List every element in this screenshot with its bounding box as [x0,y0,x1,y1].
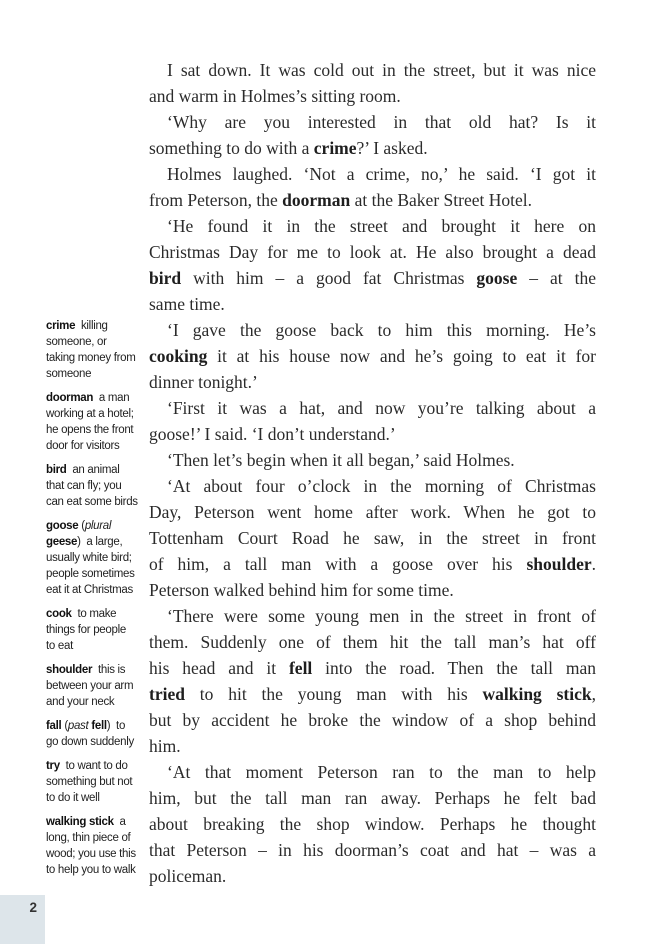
page-number-tab [0,895,45,944]
story-line: same time. [149,294,225,314]
glossary-line: try to want to do [46,760,128,772]
story-paragraph [149,395,596,447]
story-line: I sat down. It was cold out in the street, but it was nice [167,60,596,80]
story-line: ‘First it was a hat, and now you’re talking about a [167,398,596,418]
glossary-line: someone, or [46,336,107,348]
glossary-line: taking money from [46,352,136,364]
glossary-line: things for people [46,624,126,636]
story-line: ‘Why are you interested in that old hat? Is it [167,112,596,132]
story-paragraph [149,109,596,161]
glossary-line: between your arm [46,680,134,692]
glossary-line: cook to make [46,608,117,620]
story-line: them. Suddenly one of them hit the tall man’s hat off [149,632,596,652]
glossary-line: someone [46,368,92,380]
page-number: 2 [29,900,37,915]
story-line: Day, Peterson went home after work. When he got to [149,502,596,522]
glossary-line: geese) a large, [46,536,123,548]
story-line: Tottenham Court Road he saw, in the street in front [149,528,596,548]
story-line: him, but the tall man ran away. Perhaps he felt bad [149,788,596,808]
glossary-line: crime killing [46,320,108,332]
glossary-line: something but not [46,776,133,788]
story-line: cooking it at his house now and he’s going to eat it for [149,346,596,366]
story-line: ‘At that moment Peterson ran to the man to help [167,762,596,782]
story-paragraph [149,161,596,213]
story-line: Peterson walked behind him for some time. [149,580,454,600]
glossary-line: people sometimes [46,568,135,580]
story-line: bird with him – a good fat Christmas goose – at the [149,268,596,288]
glossary-entry [46,318,146,382]
story-line: tried to hit the young man with his walking stick, [149,684,596,704]
story-line: Christmas Day for me to look at. He also brought a dead [149,242,596,262]
glossary-entry [46,462,146,510]
glossary-line: shoulder this is [46,664,126,676]
story-line: his head and it fell into the road. Then the tall man [149,658,597,678]
story-line: of him, a tall man with a goose over his shoulder. [149,554,596,574]
story-paragraph [149,213,596,317]
story-line: ‘Then let’s begin when it all began,’ said Holmes. [167,450,515,470]
glossary-line: that can fly; you [46,480,122,492]
glossary-entry [46,662,146,710]
story-column [149,57,596,889]
glossary-line: bird an animal [46,464,120,476]
glossary-line: fall (past fell) to [46,720,126,732]
glossary-line: wood; you use this [46,848,136,860]
glossary-entry [46,518,146,598]
glossary-line: walking stick a [46,816,126,828]
story-line: ‘At about four o’clock in the morning of Christmas [167,476,596,496]
glossary-line: to help you to walk [46,864,136,876]
story-line: dinner tonight.’ [149,372,258,392]
story-line: that Peterson – in his doorman’s coat and hat – was a [149,840,596,860]
glossary-entry [46,390,146,454]
story-paragraph [149,317,596,395]
story-line: something to do with a crime?’ I asked. [149,138,428,158]
glossary-entry [46,758,146,806]
glossary-line: and your neck [46,696,115,708]
glossary-line: door for visitors [46,440,120,452]
story-paragraph [149,473,596,603]
story-line: ‘I gave the goose back to him this morning. He’s [167,320,596,340]
story-paragraph [149,759,596,889]
glossary-entry [46,814,146,878]
glossary-entry [46,718,146,750]
glossary-line: working at a hotel; [46,408,134,420]
glossary-line: can eat some birds [46,496,138,508]
story-paragraph [149,57,596,109]
story-line: him. [149,736,181,756]
story-line: policeman. [149,866,227,886]
glossary-line: usually white bird; [46,552,132,564]
story-line: and warm in Holmes’s sitting room. [149,86,401,106]
glossary-line: eat it at Christmas [46,584,133,596]
story-line: goose!’ I said. ‘I don’t understand.’ [149,424,396,444]
glossary-line: to eat [46,640,73,652]
glossary-line: long, thin piece of [46,832,131,844]
glossary-line: he opens the front [46,424,134,436]
story-line: Holmes laughed. ‘Not a crime, no,’ he said. ‘I got it [167,164,596,184]
glossary-entry [46,606,146,654]
story-line: from Peterson, the doorman at the Baker Street Hotel. [149,190,532,210]
story-paragraph [149,603,596,759]
glossary-line: doorman a man [46,392,130,404]
glossary-line: to do it well [46,792,100,804]
story-paragraph [149,447,596,473]
story-line: ‘There were some young men in the street in front of [167,606,596,626]
story-line: ‘He found it in the street and brought it here on [167,216,596,236]
glossary-line: go down suddenly [46,736,134,748]
story-line: about breaking the shop window. Perhaps he thought [149,814,596,834]
glossary-margin [46,318,146,886]
story-line: but by accident he broke the window of a shop behind [149,710,596,730]
glossary-line: goose (plural [46,520,112,532]
